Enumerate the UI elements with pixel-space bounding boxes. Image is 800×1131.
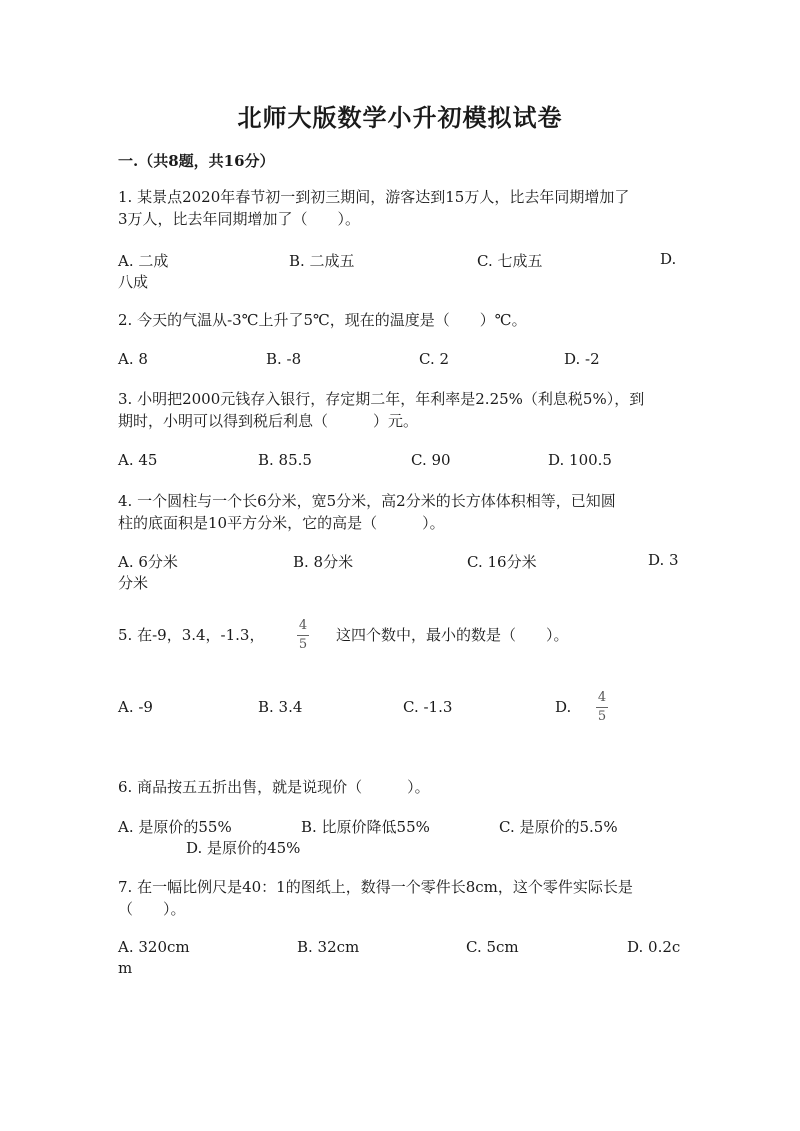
question-7-option-d: D. 0.2c bbox=[627, 938, 681, 956]
question-2-option-b: B. -8 bbox=[266, 350, 302, 368]
question-5-suffix: 这四个数中，最小的数是（ ）。 bbox=[336, 626, 569, 644]
question-5-option-a: A. -9 bbox=[118, 698, 153, 716]
question-3-option-a: A. 45 bbox=[118, 451, 158, 469]
question-6-line-1: 6. 商品按五五折出售，就是说现价（ ）。 bbox=[118, 778, 430, 796]
question-1-line-1: 1. 某景点2020年春节初一到初三期间，游客达到15万人，比去年同期增加了 bbox=[118, 188, 630, 206]
question-6-option-a: A. 是原价的55% bbox=[118, 818, 232, 836]
question-5-option-c: C. -1.3 bbox=[403, 698, 453, 716]
question-4-option-a: A. 6分米 bbox=[118, 553, 178, 571]
question-3-option-c: C. 90 bbox=[411, 451, 451, 469]
question-4-line-2: 柱的底面积是10平方分米，它的高是（ ）。 bbox=[118, 514, 445, 532]
question-5-fraction bbox=[297, 618, 309, 652]
question-4-option-d: D. 3 bbox=[648, 551, 679, 569]
fraction-denominator: 5 bbox=[597, 709, 607, 724]
question-4-option-b: B. 8分米 bbox=[293, 553, 354, 571]
section-heading: 一.（共8题，共16分） bbox=[118, 152, 275, 170]
question-5-option-b: B. 3.4 bbox=[258, 698, 303, 716]
question-7-option-d-wrap: m bbox=[118, 959, 133, 977]
question-2-option-c: C. 2 bbox=[419, 350, 450, 368]
question-1-option-d: D. bbox=[660, 250, 677, 268]
fraction-bar bbox=[297, 635, 309, 636]
question-3-line-2: 期时，小明可以得到税后利息（ ）元。 bbox=[118, 412, 419, 430]
question-4-line-1: 4. 一个圆柱与一个长6分米，宽5分米，高2分米的长方体体积相等，已知圆 bbox=[118, 492, 616, 510]
question-4-option-d-wrap: 分米 bbox=[118, 574, 149, 592]
question-4-option-c: C. 16分米 bbox=[467, 553, 537, 571]
question-5-option-d: D. bbox=[555, 698, 572, 716]
page-title: 北师大版数学小升初模拟试卷 bbox=[237, 103, 563, 132]
question-7-option-a: A. 320cm bbox=[118, 938, 190, 956]
question-3-option-b: B. 85.5 bbox=[258, 451, 312, 469]
question-6-option-b: B. 比原价降低55% bbox=[301, 818, 430, 836]
question-3-line-1: 3. 小明把2000元钱存入银行，存定期二年，年利率是2.25%（利息税5%），到 bbox=[118, 390, 645, 408]
fraction-denominator: 5 bbox=[298, 637, 308, 652]
question-2-line-1: 2. 今天的气温从-3℃上升了5℃，现在的温度是（ ）℃。 bbox=[118, 311, 527, 329]
fraction-numerator: 4 bbox=[298, 618, 308, 633]
question-1-option-c: C. 七成五 bbox=[477, 252, 543, 270]
question-5-option-d-fraction bbox=[596, 690, 608, 724]
question-1-option-a: A. 二成 bbox=[118, 252, 169, 270]
question-6-option-c: C. 是原价的5.5% bbox=[499, 818, 618, 836]
question-7-option-c: C. 5cm bbox=[466, 938, 519, 956]
question-6-option-d: D. 是原价的45% bbox=[186, 839, 301, 857]
question-2-option-a: A. 8 bbox=[118, 350, 148, 368]
fraction-numerator: 4 bbox=[597, 690, 607, 705]
question-1-option-d-wrap: 八成 bbox=[118, 273, 149, 291]
question-2-option-d: D. -2 bbox=[564, 350, 600, 368]
question-7-line-1: 7. 在一幅比例尺是40：1的图纸上，数得一个零件长8cm，这个零件实际长是 bbox=[118, 878, 633, 896]
fraction-bar bbox=[596, 707, 608, 708]
question-5-prefix: 5. 在-9，3.4，-1.3， bbox=[118, 626, 265, 644]
question-3-option-d: D. 100.5 bbox=[548, 451, 612, 469]
question-1-option-b: B. 二成五 bbox=[289, 252, 355, 270]
question-7-line-2: （ ）。 bbox=[118, 900, 186, 918]
question-7-option-b: B. 32cm bbox=[297, 938, 360, 956]
question-1-line-2: 3万人，比去年同期增加了（ ）。 bbox=[118, 210, 361, 228]
